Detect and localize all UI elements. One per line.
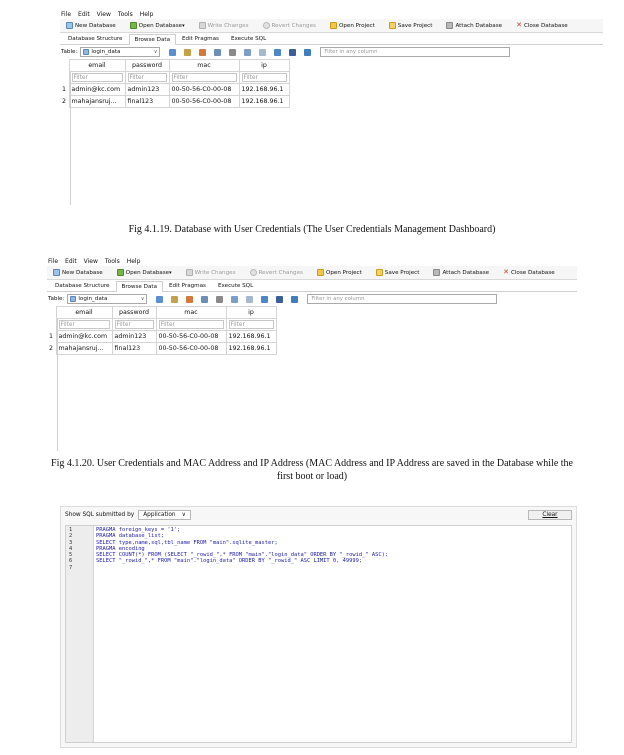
filter-ip-input[interactable]: Filter [229, 320, 274, 329]
filter-any-column-input[interactable]: Filter in any column [320, 47, 510, 57]
cell-mac[interactable]: 00-50-56-C0-00-08 [169, 84, 239, 96]
open-database-label: Open Database [138, 22, 183, 29]
find-icon[interactable] [274, 49, 281, 56]
tab-bar [60, 33, 603, 45]
cell-email[interactable]: admin@kc.com [56, 331, 112, 343]
sql-line: PRAGMA encoding [96, 545, 145, 552]
clear-filters-icon[interactable] [171, 296, 178, 303]
tab-execute-sql[interactable]: Execute SQL [230, 36, 267, 42]
filter-icon[interactable] [304, 49, 311, 56]
figure-caption-1: Fig 4.1.19. Database with User Credentials (The User Credentials Management Dashboard) [128, 224, 496, 235]
close-database-icon: ✕ [503, 268, 509, 276]
delete-record-icon[interactable] [259, 49, 266, 56]
dropdown-caret-icon[interactable]: ▾ [169, 269, 172, 276]
cell-mac[interactable]: 00-50-56-C0-00-08 [156, 343, 226, 355]
clear-sort-icon[interactable] [199, 49, 206, 56]
screenshot-database-browser-1 [60, 9, 603, 207]
save-table-icon[interactable] [214, 49, 221, 56]
new-database-label: New Database [62, 269, 103, 276]
cell-ip[interactable]: 192.168.96.1 [226, 343, 276, 355]
sql-log-label: Show SQL submitted by [65, 512, 135, 518]
cell-email[interactable]: mahajansruj... [69, 96, 125, 108]
new-database-button[interactable] [50, 267, 106, 278]
revert-changes-label: Revert Changes [271, 22, 316, 29]
cell-ip[interactable]: 192.168.96.1 [226, 331, 276, 343]
close-database-label: Close Database [510, 269, 555, 276]
tab-browse-data[interactable]: Browse Data [116, 281, 164, 292]
open-database-icon [130, 22, 137, 29]
sql-line: SELECT COUNT(*) FROM (SELECT "_rowid_",* FROM "main"."login_data" ORDER BY "_rowid_" ASC); [96, 552, 389, 559]
filter-email-input[interactable]: Filter [72, 73, 123, 82]
filter-any-column-input[interactable]: Filter in any column [307, 294, 497, 304]
table-row[interactable] [61, 84, 289, 96]
filter-password-input[interactable]: Filter [128, 73, 167, 82]
sql-line [96, 565, 388, 571]
refresh-icon[interactable] [169, 49, 176, 56]
clear-filters-icon[interactable] [184, 49, 191, 56]
row-number: 1 [49, 333, 54, 340]
menu-bar [60, 9, 603, 19]
sql-line: SELECT type,name,sql,tbl_name FROM "main".sqlite_master; [96, 539, 278, 546]
table-row[interactable] [61, 96, 289, 108]
open-project-icon [330, 22, 337, 29]
line-number: 4 [69, 545, 73, 552]
write-changes-label: Write Changes [207, 22, 249, 29]
row-number: 2 [49, 345, 54, 352]
tab-edit-pragmas[interactable]: Edit Pragmas [169, 283, 206, 289]
menu-edit[interactable]: Edit [78, 10, 90, 18]
table-label: Table: [48, 296, 65, 302]
open-project-icon [317, 269, 324, 276]
cell-ip[interactable]: 192.168.96.1 [239, 96, 289, 108]
cell-mac[interactable]: 00-50-56-C0-00-08 [156, 331, 226, 343]
table-select-value: login_data [91, 49, 121, 55]
cell-password[interactable]: admin123 [125, 84, 169, 96]
close-database-button[interactable] [500, 267, 558, 278]
toolbar [60, 19, 603, 33]
cell-mac[interactable]: 00-50-56-C0-00-08 [169, 96, 239, 108]
tab-execute-sql[interactable]: Execute SQL [217, 283, 254, 289]
filter-mac-input[interactable]: Filter [159, 320, 224, 329]
sql-source-value: Application [143, 512, 176, 518]
toolbar [47, 266, 577, 280]
open-project-label: Open Project [338, 22, 375, 29]
sql-log-header [61, 507, 576, 523]
filter-icon[interactable] [291, 296, 298, 303]
tab-browse-data[interactable]: Browse Data [129, 34, 177, 45]
row-number: 2 [62, 98, 67, 105]
insert-record-icon[interactable] [244, 49, 251, 56]
dropdown-caret-icon[interactable]: ▾ [182, 22, 185, 29]
column-header-mac[interactable]: mac [169, 60, 239, 72]
find-replace-icon[interactable] [276, 296, 283, 303]
filter-cell [112, 319, 156, 331]
menu-edit[interactable]: Edit [65, 257, 77, 265]
write-changes-label: Write Changes [194, 269, 236, 276]
line-number: 3 [69, 539, 73, 546]
close-database-icon: ✕ [516, 21, 522, 29]
clear-button[interactable]: Clear [528, 510, 572, 520]
tab-database-structure[interactable]: Database Structure [55, 283, 110, 289]
new-database-icon [66, 22, 73, 29]
line-number: 2 [69, 533, 73, 540]
save-project-label: Save Project [384, 269, 420, 276]
chevron-down-icon: ∨ [140, 296, 145, 302]
filter-row-gutter [61, 72, 69, 84]
grid-left-border [70, 71, 71, 205]
column-header-ip[interactable]: ip [239, 60, 289, 72]
save-project-label: Save Project [397, 22, 433, 29]
print-icon[interactable] [216, 296, 223, 303]
chevron-down-icon: ∨ [181, 512, 186, 518]
tab-database-structure[interactable]: Database Structure [68, 36, 123, 42]
grid-left-border [57, 318, 58, 451]
line-number: 6 [69, 558, 73, 565]
table-row[interactable] [48, 331, 276, 343]
save-project-button[interactable] [373, 267, 423, 278]
table-toolbar [60, 45, 603, 59]
table-icon [83, 49, 89, 55]
save-project-icon [389, 22, 396, 29]
open-database-button[interactable] [127, 20, 188, 31]
cell-password[interactable]: admin123 [112, 331, 156, 343]
table-select[interactable] [80, 47, 160, 57]
attach-database-icon [433, 269, 440, 276]
write-changes-icon [186, 269, 193, 276]
menu-view[interactable]: View [83, 257, 98, 265]
row-number: 1 [62, 86, 67, 93]
filter-cell [69, 72, 125, 84]
filter-cell [239, 72, 289, 84]
column-header-email[interactable]: email [69, 60, 125, 72]
cell-password[interactable]: final123 [112, 343, 156, 355]
filter-cell [156, 319, 226, 331]
sql-line: PRAGMA foreign_keys = '1'; [96, 527, 181, 533]
find-icon[interactable] [261, 296, 268, 303]
close-database-label: Close Database [523, 22, 568, 29]
line-number: 1 [69, 527, 73, 533]
write-changes-button[interactable] [196, 20, 252, 31]
sql-source-select[interactable] [138, 510, 191, 520]
print-icon[interactable] [229, 49, 236, 56]
revert-changes-label: Revert Changes [258, 269, 303, 276]
open-project-label: Open Project [325, 269, 362, 276]
write-changes-button[interactable] [183, 267, 239, 278]
table-select-value: login_data [78, 296, 108, 302]
table-icon [70, 296, 76, 302]
column-header-password[interactable]: password [112, 307, 156, 319]
menu-bar [47, 256, 577, 266]
sql-log-panel [60, 506, 577, 748]
cell-ip[interactable]: 192.168.96.1 [239, 84, 289, 96]
figure-caption-2-line2: first boot or load) [276, 471, 348, 482]
attach-database-label: Attach Database [455, 22, 503, 29]
column-header-email[interactable]: email [56, 307, 112, 319]
filter-row-gutter [48, 319, 56, 331]
table-select[interactable] [67, 294, 147, 304]
line-number: 5 [69, 552, 73, 559]
attach-database-label: Attach Database [442, 269, 490, 276]
header-row [61, 60, 289, 72]
row-number-header [61, 60, 69, 72]
open-database-button[interactable] [114, 267, 175, 278]
menu-file[interactable]: File [48, 257, 59, 265]
tab-bar [47, 280, 577, 292]
save-project-icon [376, 269, 383, 276]
cell-email[interactable]: admin@kc.com [69, 84, 125, 96]
filter-cell [56, 319, 112, 331]
filter-cell [226, 319, 276, 331]
close-database-button[interactable] [513, 20, 571, 31]
filter-cell [125, 72, 169, 84]
column-header-password[interactable]: password [125, 60, 169, 72]
header-row [48, 307, 276, 319]
open-project-button[interactable] [327, 20, 378, 31]
cell-email[interactable]: mahajansruj... [56, 343, 112, 355]
revert-changes-button[interactable] [247, 267, 306, 278]
filter-row [48, 319, 276, 331]
table-action-icons [169, 49, 311, 56]
new-database-label: New Database [75, 22, 116, 29]
menu-view[interactable]: View [96, 10, 111, 18]
filter-mac-input[interactable]: Filter [172, 73, 237, 82]
filter-ip-input[interactable]: Filter [242, 73, 287, 82]
save-project-button[interactable] [386, 20, 436, 31]
table-action-icons [156, 296, 298, 303]
sql-code [94, 526, 388, 742]
menu-tools[interactable]: Tools [117, 10, 133, 18]
filter-row [61, 72, 289, 84]
revert-changes-button[interactable] [260, 20, 319, 31]
row-number-header [48, 307, 56, 319]
refresh-icon[interactable] [156, 296, 163, 303]
table-toolbar [47, 292, 577, 306]
line-number-gutter [66, 526, 94, 742]
screenshot-database-browser-2 [47, 256, 577, 453]
clear-sort-icon[interactable] [186, 296, 193, 303]
attach-database-button[interactable] [430, 267, 492, 278]
open-project-button[interactable] [314, 267, 365, 278]
data-grid [61, 59, 290, 108]
chevron-down-icon: ∨ [153, 49, 158, 55]
revert-changes-icon [250, 269, 257, 276]
open-database-icon [117, 269, 124, 276]
filter-email-input[interactable]: Filter [59, 320, 110, 329]
filter-password-input[interactable]: Filter [115, 320, 154, 329]
menu-help[interactable]: Help [139, 10, 154, 18]
filter-cell [169, 72, 239, 84]
data-grid [48, 306, 277, 355]
cell-password[interactable]: final123 [125, 96, 169, 108]
new-database-button[interactable] [63, 20, 119, 31]
tab-edit-pragmas[interactable]: Edit Pragmas [182, 36, 219, 42]
write-changes-icon [199, 22, 206, 29]
table-row[interactable] [48, 343, 276, 355]
revert-changes-icon [263, 22, 270, 29]
column-header-mac[interactable]: mac [156, 307, 226, 319]
new-database-icon [53, 269, 60, 276]
menu-file[interactable]: File [61, 10, 72, 18]
find-replace-icon[interactable] [289, 49, 296, 56]
attach-database-icon [446, 22, 453, 29]
sql-line: SELECT "_rowid_",* FROM "main"."login_data" ORDER BY "_rowid_" ASC LIMIT 0, 49999; [96, 558, 363, 565]
sql-log-editor[interactable] [65, 525, 572, 743]
line-number: 7 [69, 564, 73, 571]
menu-help[interactable]: Help [126, 257, 141, 265]
figure-caption-2-line1: Fig 4.1.20. User Credentials and MAC Address and IP Address (MAC Address and IP Address are saved in the Database while the [51, 458, 573, 469]
column-header-ip[interactable]: ip [226, 307, 276, 319]
table-label: Table: [61, 49, 78, 55]
insert-record-icon[interactable] [231, 296, 238, 303]
figure-caption-2 [0, 457, 624, 483]
sql-line: PRAGMA database_list; [96, 533, 165, 540]
attach-database-button[interactable] [443, 20, 505, 31]
open-database-label: Open Database [125, 269, 170, 276]
save-table-icon[interactable] [201, 296, 208, 303]
delete-record-icon[interactable] [246, 296, 253, 303]
menu-tools[interactable]: Tools [104, 257, 120, 265]
